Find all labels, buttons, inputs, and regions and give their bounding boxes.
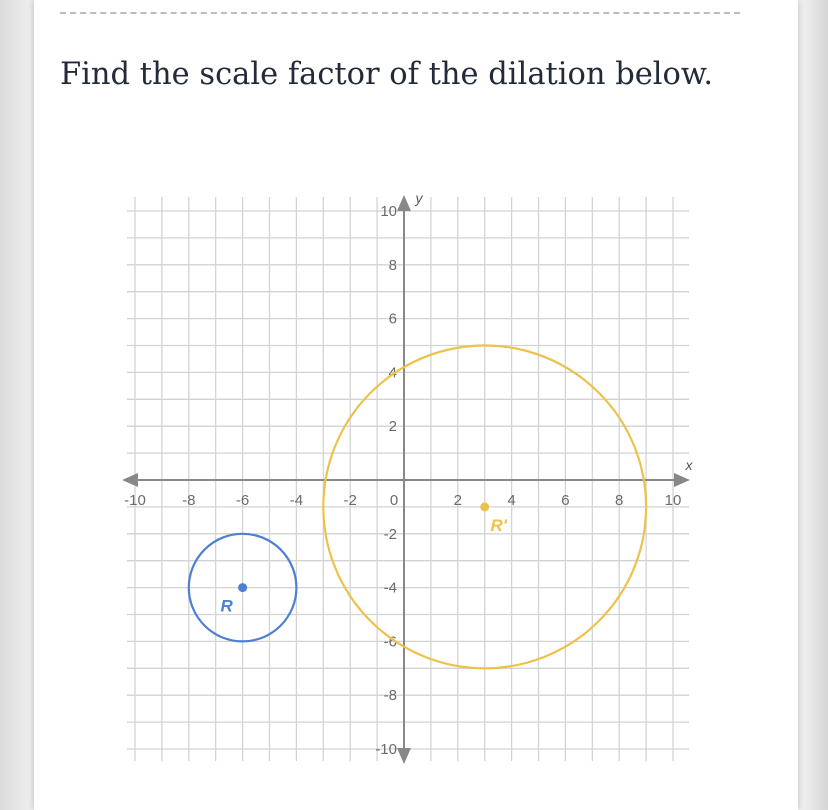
y-tick-label: -2: [383, 525, 397, 543]
y-tick-label: 2: [388, 418, 397, 436]
axes: [122, 190, 694, 764]
x-axis-label: x: [685, 457, 693, 473]
y-tick-label: 10: [380, 203, 397, 220]
x-tick-label: -4: [289, 492, 304, 509]
question-text: Find the scale factor of the dilation below.: [60, 57, 714, 92]
y-tick-label: -8: [383, 687, 397, 705]
x-tick-label: 6: [561, 492, 570, 509]
center-label-image: R': [490, 515, 507, 535]
x-tick-label: -10: [124, 492, 146, 509]
x-tick-label: 8: [615, 492, 624, 509]
x-tick-label: 0: [389, 492, 399, 509]
x-axis-left-arrow: [122, 473, 138, 487]
x-tick-label: -8: [182, 492, 196, 509]
y-tick-label: 8: [388, 256, 397, 274]
y-tick-label: -10: [375, 741, 397, 758]
x-tick-label: 10: [664, 492, 682, 509]
x-tick-label: -2: [343, 492, 357, 509]
center-point-image: [480, 502, 489, 511]
y-axis-label: y: [415, 190, 423, 206]
x-tick-label: -6: [235, 492, 250, 509]
y-axis-bottom-arrow: [397, 748, 411, 764]
x-tick-label: 4: [507, 492, 516, 509]
y-tick-label: -6: [383, 633, 397, 651]
center-point-original: [238, 583, 247, 592]
center-label-original: R: [220, 596, 233, 616]
y-tick-label: 6: [388, 310, 397, 328]
x-axis-right-arrow: [674, 473, 690, 487]
y-tick-label: -4: [383, 579, 397, 597]
y-tick-label: 4: [388, 364, 397, 382]
y-axis-top-arrow: [397, 195, 411, 211]
x-tick-label: 2: [453, 492, 462, 509]
